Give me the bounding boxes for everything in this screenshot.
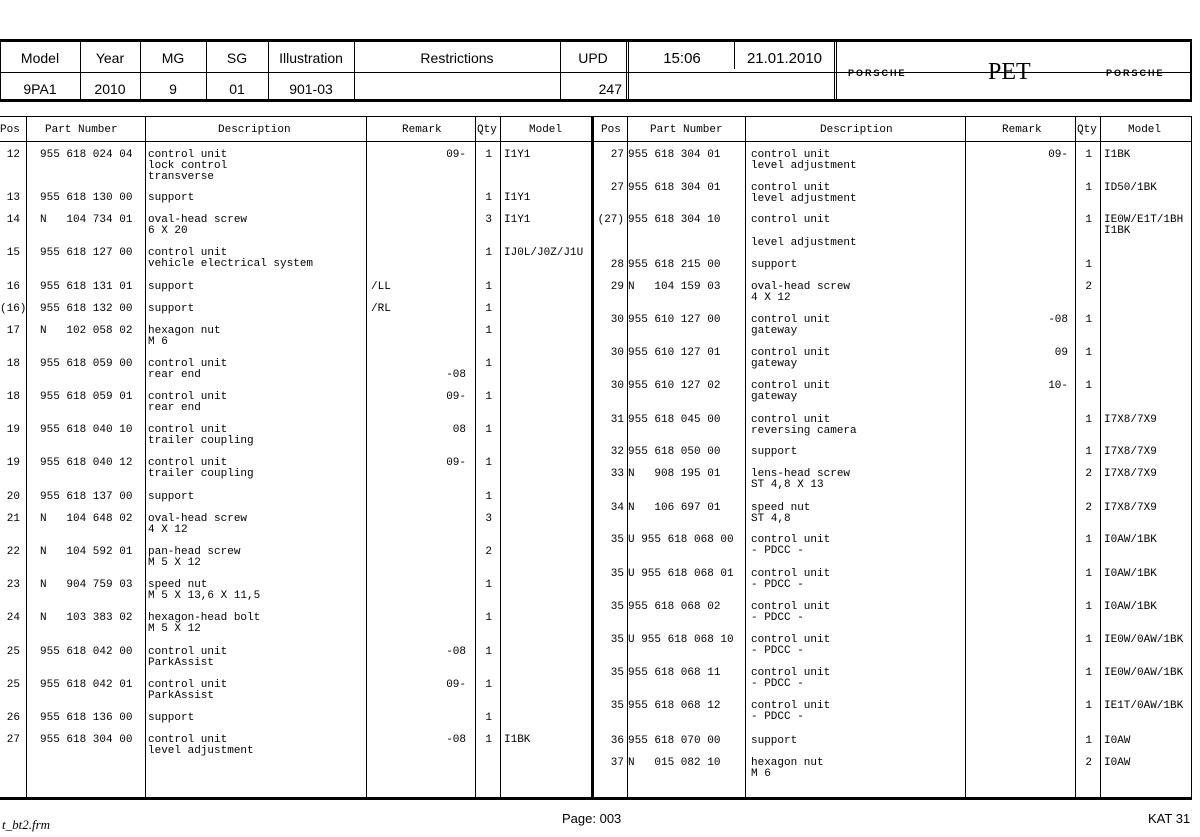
header-value-year: 2010 xyxy=(94,81,126,97)
footer-page: Page: 003 xyxy=(562,811,622,826)
row-description: pan-head screw xyxy=(148,546,241,558)
row-description: gateway xyxy=(751,358,798,370)
row-pos: 30 xyxy=(610,347,624,359)
header-value-model: 9PA1 xyxy=(23,81,57,97)
row-qty: 1 xyxy=(485,149,492,161)
row-model: I7X8/7X9 xyxy=(1104,502,1157,514)
col-header-model: Model xyxy=(529,124,563,136)
row-qty: 1 xyxy=(1085,414,1092,426)
row-pos: 14 xyxy=(6,214,20,226)
row-qty: 1 xyxy=(485,424,492,436)
header-label-year: Year xyxy=(95,50,125,66)
row-pos: 18 xyxy=(6,358,20,370)
row-model: I7X8/7X9 xyxy=(1104,446,1157,458)
row-part-number: 955 618 050 00 xyxy=(628,446,721,458)
row-qty: 1 xyxy=(485,247,492,259)
row-pos: 25 xyxy=(6,646,20,658)
row-part-number: 955 618 304 10 xyxy=(628,214,721,226)
row-description: - PDCC - xyxy=(751,678,804,690)
row-qty: 1 xyxy=(1085,314,1092,326)
header-label-restrictions: Restrictions xyxy=(420,50,494,66)
row-pos: 21 xyxy=(6,513,20,525)
row-remark: 09 xyxy=(1054,347,1068,359)
row-description: control unit xyxy=(751,700,831,712)
row-qty: 1 xyxy=(1085,601,1092,613)
row-description: hexagon nut xyxy=(148,325,221,337)
row-qty: 1 xyxy=(485,734,492,746)
row-description: control unit xyxy=(751,347,831,359)
row-pos: 36 xyxy=(610,735,624,747)
row-description: ParkAssist xyxy=(148,657,215,669)
row-part-number: U 955 618 068 10 xyxy=(628,634,734,646)
row-description: - PDCC - xyxy=(751,612,804,624)
header-value-mg: 9 xyxy=(169,81,177,97)
row-part-number: 955 618 068 02 xyxy=(628,601,721,613)
row-part-number: 955 618 131 01 xyxy=(40,281,133,293)
row-model: I1BK xyxy=(504,734,531,746)
row-remark: 08 xyxy=(452,424,466,436)
row-pos: 26 xyxy=(6,712,20,724)
row-remark: 09- xyxy=(446,391,466,403)
row-model: I1Y1 xyxy=(504,214,531,226)
header-label-mg: MG xyxy=(161,50,185,66)
row-description: - PDCC - xyxy=(751,711,804,723)
row-pos: 16 xyxy=(6,281,20,293)
row-description: hexagon-head bolt xyxy=(148,612,261,624)
col-header-pos: Pos xyxy=(601,124,621,136)
row-pos: 35 xyxy=(610,534,624,546)
row-qty: 1 xyxy=(485,192,492,204)
row-description: control unit xyxy=(751,314,831,326)
row-description: control unit xyxy=(751,182,831,194)
row-description: lock control xyxy=(148,160,228,172)
parts-table xyxy=(0,116,1192,800)
row-qty: 1 xyxy=(1085,380,1092,392)
row-part-number: 955 618 040 12 xyxy=(40,457,133,469)
row-model: I1Y1 xyxy=(504,192,531,204)
row-qty: 1 xyxy=(485,579,492,591)
row-part-number: 955 618 137 00 xyxy=(40,491,133,503)
row-pos: 27 xyxy=(6,734,20,746)
row-description: control unit xyxy=(148,457,228,469)
col-header-remark: Remark xyxy=(1002,124,1042,136)
row-description: - PDCC - xyxy=(751,545,804,557)
row-remark: 09- xyxy=(446,149,466,161)
row-description: lens-head screw xyxy=(751,468,851,480)
row-remark: 09- xyxy=(1048,149,1068,161)
row-model: IJ0L/J0Z/J1U xyxy=(504,247,584,259)
row-part-number: N 106 697 01 xyxy=(628,502,721,514)
row-qty: 1 xyxy=(485,303,492,315)
row-qty: 2 xyxy=(1085,468,1092,480)
col-header-remark: Remark xyxy=(402,124,442,136)
row-description: - PDCC - xyxy=(751,579,804,591)
row-qty: 2 xyxy=(1085,502,1092,514)
row-description: control unit xyxy=(148,424,228,436)
row-pos: (27) xyxy=(597,214,624,226)
row-pos: 27 xyxy=(610,182,624,194)
row-description: level adjustment xyxy=(751,160,857,172)
header-label-sg: SG xyxy=(226,50,248,66)
row-pos: 31 xyxy=(610,414,624,426)
footer-file: t_bt2.frm xyxy=(2,817,51,832)
row-remark: -08 xyxy=(446,734,466,746)
row-qty: 2 xyxy=(1085,757,1092,769)
row-part-number: 955 618 068 11 xyxy=(628,667,721,679)
row-qty: 1 xyxy=(1085,214,1092,226)
porsche-logo-left: PORSCHE xyxy=(848,68,907,78)
col-header-qty: Qty xyxy=(1077,124,1097,136)
row-description: M 5 X 12 xyxy=(148,623,201,635)
col-header-description: Description xyxy=(218,124,291,136)
row-description: control unit xyxy=(751,414,831,426)
row-part-number: 955 618 024 04 xyxy=(40,149,133,161)
row-description: oval-head screw xyxy=(148,214,248,226)
row-qty: 1 xyxy=(1085,347,1092,359)
row-description: 4 X 12 xyxy=(148,524,188,536)
footer-catalog: KAT 31 xyxy=(1148,811,1191,826)
row-description: ST 4,8 X 13 xyxy=(751,479,824,491)
col-header-qty: Qty xyxy=(477,124,497,136)
header-value-illustration: 901-03 xyxy=(289,81,333,97)
row-description: control unit xyxy=(148,679,228,691)
row-qty: 1 xyxy=(1085,259,1092,271)
row-qty: 1 xyxy=(1085,149,1092,161)
row-pos: (16) xyxy=(0,303,27,315)
row-description: control unit xyxy=(751,149,831,161)
row-part-number: 955 618 070 00 xyxy=(628,735,721,747)
row-pos: 22 xyxy=(6,546,20,558)
row-description: level adjustment xyxy=(751,237,857,249)
header-label-model: Model xyxy=(20,50,60,66)
row-part-number: N 904 759 03 xyxy=(40,579,133,591)
row-part-number: 955 618 215 00 xyxy=(628,259,721,271)
row-qty: 1 xyxy=(485,281,492,293)
row-part-number: N 104 592 01 xyxy=(40,546,133,558)
row-qty: 1 xyxy=(1085,667,1092,679)
col-header-model: Model xyxy=(1128,124,1162,136)
header-value-sg: 01 xyxy=(229,81,245,97)
row-description: 4 X 12 xyxy=(751,292,791,304)
row-description: rear end xyxy=(148,402,201,414)
row-part-number: N 908 195 01 xyxy=(628,468,721,480)
row-description: support xyxy=(751,735,798,747)
row-description: level adjustment xyxy=(148,745,254,757)
row-remark: -08 xyxy=(446,369,466,381)
row-part-number: 955 618 304 01 xyxy=(628,149,721,161)
row-pos: 33 xyxy=(610,468,624,480)
row-description: 6 X 20 xyxy=(148,225,188,237)
row-pos: 13 xyxy=(6,192,20,204)
row-description: control unit xyxy=(751,601,831,613)
row-model: I0AW xyxy=(1104,757,1131,769)
row-part-number: U 955 618 068 00 xyxy=(628,534,734,546)
row-model: IE1T/0AW/1BK xyxy=(1104,700,1184,712)
row-pos: 29 xyxy=(610,281,624,293)
row-model: IE0W/0AW/1BK xyxy=(1104,667,1184,679)
row-remark: /LL xyxy=(371,281,391,293)
row-description: control unit xyxy=(751,534,831,546)
row-pos: 27 xyxy=(610,149,624,161)
row-remark: 09- xyxy=(446,457,466,469)
row-remark: 09- xyxy=(446,679,466,691)
row-part-number: 955 618 127 00 xyxy=(40,247,133,259)
row-description: trailer coupling xyxy=(148,435,254,447)
row-part-number: N 015 082 10 xyxy=(628,757,721,769)
row-qty: 1 xyxy=(1085,534,1092,546)
row-description: control unit xyxy=(751,667,831,679)
row-description: support xyxy=(148,192,195,204)
row-part-number: 955 618 136 00 xyxy=(40,712,133,724)
row-remark: -08 xyxy=(446,646,466,658)
row-description: - PDCC - xyxy=(751,645,804,657)
row-part-number: N 104 648 02 xyxy=(40,513,133,525)
header-block xyxy=(0,39,1192,102)
row-part-number: 955 618 042 00 xyxy=(40,646,133,658)
row-model: I0AW xyxy=(1104,735,1131,747)
row-part-number: 955 618 130 00 xyxy=(40,192,133,204)
row-remark: 10- xyxy=(1048,380,1068,392)
row-pos: 15 xyxy=(6,247,20,259)
row-description: hexagon nut xyxy=(751,757,824,769)
row-model: I0AW/1BK xyxy=(1104,568,1157,580)
row-qty: 1 xyxy=(485,457,492,469)
row-description: support xyxy=(148,491,195,503)
header-label-upd: UPD xyxy=(578,50,608,66)
row-pos: 35 xyxy=(610,667,624,679)
row-qty: 1 xyxy=(1085,735,1092,747)
row-pos: 20 xyxy=(6,491,20,503)
row-qty: 1 xyxy=(485,391,492,403)
row-description: gateway xyxy=(751,391,798,403)
header-value-upd: 247 xyxy=(598,81,622,97)
row-qty: 1 xyxy=(485,491,492,503)
row-pos: 35 xyxy=(610,700,624,712)
row-qty: 3 xyxy=(485,214,492,226)
row-qty: 1 xyxy=(1085,634,1092,646)
row-description: control unit xyxy=(751,634,831,646)
row-pos: 35 xyxy=(610,634,624,646)
row-pos: 17 xyxy=(6,325,20,337)
header-label-illustration: Illustration xyxy=(279,50,343,66)
row-pos: 24 xyxy=(6,612,20,624)
row-part-number: 955 610 127 01 xyxy=(628,347,721,359)
row-part-number: 955 618 304 01 xyxy=(628,182,721,194)
row-description: control unit xyxy=(751,214,831,226)
row-description: M 5 X 12 xyxy=(148,557,201,569)
row-pos: 19 xyxy=(6,424,20,436)
row-part-number: 955 610 127 00 xyxy=(628,314,721,326)
row-qty: 1 xyxy=(1085,182,1092,194)
print-date: 21.01.2010 xyxy=(746,50,823,67)
row-description: transverse xyxy=(148,171,215,183)
row-description: oval-head screw xyxy=(148,513,248,525)
row-qty: 1 xyxy=(485,679,492,691)
row-pos: 25 xyxy=(6,679,20,691)
row-qty: 1 xyxy=(1085,446,1092,458)
row-description: ST 4,8 xyxy=(751,513,791,525)
row-part-number: N 102 058 02 xyxy=(40,325,133,337)
row-description: control unit xyxy=(751,568,831,580)
row-description: rear end xyxy=(148,369,201,381)
row-pos: 28 xyxy=(610,259,624,271)
row-pos: 30 xyxy=(610,314,624,326)
row-qty: 1 xyxy=(485,612,492,624)
row-remark: -08 xyxy=(1048,314,1068,326)
row-model: IE0W/0AW/1BK xyxy=(1104,634,1184,646)
row-qty: 1 xyxy=(485,646,492,658)
row-description: control unit xyxy=(148,247,228,259)
row-part-number: 955 618 042 01 xyxy=(40,679,133,691)
row-pos: 35 xyxy=(610,568,624,580)
row-description: support xyxy=(148,303,195,315)
row-pos: 23 xyxy=(6,579,20,591)
row-part-number: 955 618 045 00 xyxy=(628,414,721,426)
row-model: I1Y1 xyxy=(504,149,531,161)
row-part-number: N 103 383 02 xyxy=(40,612,133,624)
row-description: ParkAssist xyxy=(148,690,215,702)
row-description: gateway xyxy=(751,325,798,337)
row-part-number: N 104 159 03 xyxy=(628,281,721,293)
row-description: support xyxy=(751,446,798,458)
row-model: I1BK xyxy=(1104,225,1131,237)
row-part-number: 955 618 040 10 xyxy=(40,424,133,436)
row-model: I1BK xyxy=(1104,149,1131,161)
row-description: control unit xyxy=(148,391,228,403)
row-description: speed nut xyxy=(148,579,208,591)
print-time: 15:06 xyxy=(663,50,701,67)
row-part-number: 955 618 059 00 xyxy=(40,358,133,370)
row-description: control unit xyxy=(751,380,831,392)
row-description: control unit xyxy=(148,734,228,746)
row-model: I7X8/7X9 xyxy=(1104,414,1157,426)
row-qty: 1 xyxy=(1085,700,1092,712)
row-pos: 30 xyxy=(610,380,624,392)
row-description: M 6 xyxy=(751,768,771,780)
row-qty: 1 xyxy=(485,358,492,370)
col-header-pos: Pos xyxy=(0,124,20,136)
row-pos: 34 xyxy=(610,502,624,514)
row-description: support xyxy=(751,259,798,271)
row-model: I7X8/7X9 xyxy=(1104,468,1157,480)
row-qty: 3 xyxy=(485,513,492,525)
row-pos: 12 xyxy=(6,149,20,161)
row-pos: 37 xyxy=(610,757,624,769)
row-remark: /RL xyxy=(371,303,391,315)
row-description: speed nut xyxy=(751,502,811,514)
porsche-logo-right: PORSCHE xyxy=(1106,68,1165,78)
col-header-part-number: Part Number xyxy=(650,124,723,136)
row-part-number: N 104 734 01 xyxy=(40,214,133,226)
row-description: reversing camera xyxy=(751,425,857,437)
row-description: level adjustment xyxy=(751,193,857,205)
row-description: M 6 xyxy=(148,336,168,348)
row-description: support xyxy=(148,712,195,724)
row-qty: 2 xyxy=(1085,281,1092,293)
row-pos: 32 xyxy=(610,446,624,458)
row-part-number: 955 618 059 01 xyxy=(40,391,133,403)
row-pos: 35 xyxy=(610,601,624,613)
row-model: ID50/1BK xyxy=(1104,182,1157,194)
row-qty: 1 xyxy=(485,325,492,337)
row-pos: 18 xyxy=(6,391,20,403)
row-description: control unit xyxy=(148,358,228,370)
row-model: IE0W/E1T/1BH xyxy=(1104,214,1184,226)
col-header-part-number: Part Number xyxy=(45,124,118,136)
row-qty: 1 xyxy=(1085,568,1092,580)
row-part-number: 955 618 068 12 xyxy=(628,700,721,712)
row-pos: 19 xyxy=(6,457,20,469)
row-description: trailer coupling xyxy=(148,468,254,480)
row-model: I0AW/1BK xyxy=(1104,601,1157,613)
row-part-number: 955 618 304 00 xyxy=(40,734,133,746)
row-part-number: 955 610 127 02 xyxy=(628,380,721,392)
row-part-number: 955 618 132 00 xyxy=(40,303,133,315)
row-qty: 1 xyxy=(485,712,492,724)
row-part-number: U 955 618 068 01 xyxy=(628,568,734,580)
row-qty: 2 xyxy=(485,546,492,558)
row-model: I0AW/1BK xyxy=(1104,534,1157,546)
row-description: control unit xyxy=(148,149,228,161)
row-description: vehicle electrical system xyxy=(148,258,314,270)
row-description: oval-head screw xyxy=(751,281,851,293)
col-header-description: Description xyxy=(820,124,893,136)
pet-title: PET xyxy=(988,59,1031,85)
row-description: control unit xyxy=(148,646,228,658)
row-description: M 5 X 13,6 X 11,5 xyxy=(148,590,261,602)
row-description: support xyxy=(148,281,195,293)
